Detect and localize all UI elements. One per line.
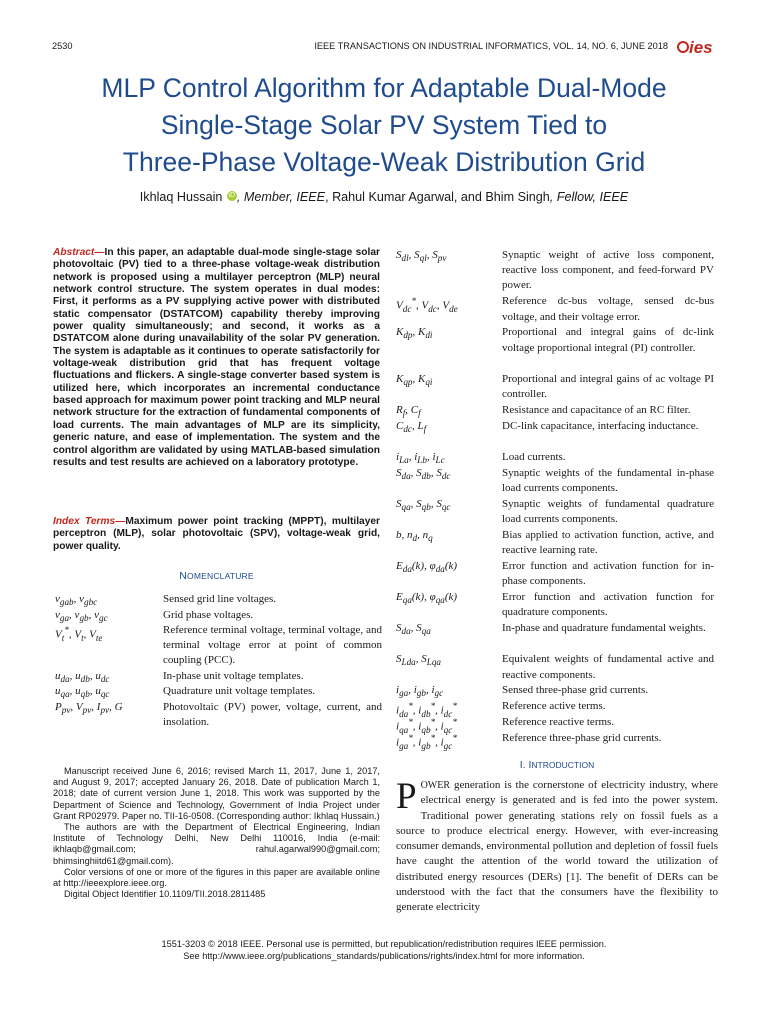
nomenclature-symbol: b, $n_d$, $n_q$ [396, 528, 433, 544]
ies-logo [677, 36, 721, 58]
nomenclature-definition: Reference three-phase grid currents. [502, 732, 662, 745]
nomenclature-definition: Photovoltaic (PV) power, voltage, current, and insolation. [163, 700, 382, 729]
nomenclature-heading-rest: OMENCLATURE [187, 571, 254, 581]
copyright-notice [40, 939, 728, 962]
intro-paragraph: generation is the cornerstone of electricity industry, where electrical energy is generated and is fed into the power system. Traditional power generating stations rely on fossil fuels as a source to produce electrical energy. However, with ever-increasing consumer demands, environmental pollution and depletion of fossil fuels have caught the attention of the world toward the utilization of distributed energy resources (DERs) [1]. The benefit of DERs can be understood with the fact that the consumers have the flexibility to generate electricity [396, 779, 718, 914]
author-1-role: , Member, IEEE [236, 190, 326, 204]
nomenclature-symbol: $V_{dc}^*$, $V_{dc}$, $V_{de}$ [396, 296, 458, 315]
running-header [52, 41, 668, 55]
nomenclature-definition: Quadrature unit voltage templates. [163, 685, 316, 698]
abstract [53, 247, 380, 469]
nomenclature-definition: Error function and activation function for in-phase components. [502, 560, 714, 588]
footnote-affiliation: The authors are with the Department of Electrical Engineering, Indian Institute of Technology Delhi, New Delhi 110016, India (e-mail: ikhlaqb@gmail.com; rahul.agarwal990@gmail.com; bhimsinghiitd61@gmail.com). [53, 822, 380, 866]
nomenclature-definition: Reference terminal voltage, terminal voltage, and terminal voltage error at point of common coupling (PCC). [163, 624, 382, 667]
abstract-text: In this paper, an adaptable dual-mode single-stage solar photovoltaic (PV) tied to a three-phase voltage-weak distribution network is proposed using a multilayer perceptron (MLP) neural network control structure. The system operates in dual modes: First, it performs as a PV supplying active power with distributed static compensator (DSTATCOM) capability thereby improving power quality simultaneously; and second, it works as a DSTATCOM alone during unavailability of the solar PV generation. The system is adaptable as it continues to operate satisfactorily for voltage-weak distribution grid that has frequent voltage fluctuations and flickers. A single-stage converter based system is utilized here, which incorporates an incremental conductance based approach for maximum power point tracking and MLP neural network structure for the extraction of fundamental components of load currents. The main advantages of MLP are its simplicity, generic nature, and ease of implementation. The system and the control algorithm are validated by using MATLAB-based simulation results and test results are achieved on a laboratory prototype. [53, 247, 380, 468]
title-line-1: MLP Control Algorithm for Adaptable Dual-Mode [101, 73, 667, 103]
footnote [53, 766, 380, 900]
nomenclature-symbol: $i_{ga}^*$, $i_{gb}^*$, $i_{gc}^*$ [396, 733, 457, 751]
first-word: OWER [420, 780, 451, 791]
nomenclature-symbol: $E_{da}(k)$, $\varphi_{da}(k)$ [396, 560, 458, 575]
index-terms [53, 516, 380, 553]
title-line-3: Three-Phase Voltage-Weak Distribution Grid [122, 147, 646, 177]
author-line [40, 190, 728, 204]
nomenclature-symbol: $i_{ga}$, $i_{gb}$, $i_{gc}$ [396, 684, 444, 699]
nomenclature-definition: Proportional and integral gains of dc-link voltage proportional integral (PI) controller. [502, 326, 714, 354]
nomenclature-symbol: $u_{da}$, $u_{db}$, $u_{dc}$ [55, 669, 110, 685]
footnote-color-versions: Color versions of one or more of the figures in this paper are available online at http://ieeexplore.ieee.org. [53, 866, 380, 889]
title-line-2: Single-Stage Solar PV System Tied to [160, 110, 608, 140]
nomenclature-definition: Load currents. [502, 450, 566, 463]
nomenclature-symbol: $S_{qa}$, $S_{qb}$, $S_{qc}$ [396, 497, 451, 512]
nomenclature-definition: Synaptic weights of the fundamental in-phase load currents components. [502, 466, 714, 494]
nomenclature-symbol: $V_t^*$, $V_t$, $V_{te}$ [55, 625, 103, 643]
nomenclature-definition: DC-link capacitance, interfacing inductance. [502, 419, 699, 432]
nomenclature-symbol: $S_{da}$, $S_{db}$, $S_{dc}$ [396, 466, 451, 481]
nomenclature-definition: In-phase and quadrature fundamental weights. [502, 622, 706, 635]
introduction-text [396, 778, 718, 916]
nomenclature-symbol: $S_{Lda}$, $S_{Lqa}$ [396, 653, 441, 668]
nomenclature-symbol: $K_{dp}$, $K_{di}$ [396, 326, 433, 341]
copyright-line-2: See http://www.ieee.org/publications_standards/publications/rights/index.html for more information. [183, 950, 585, 961]
nomenclature-symbol: $i_{da}^*$, $i_{db}^*$, $i_{dc}^*$ [396, 701, 457, 720]
nomenclature-definition: Proportional and integral gains of ac voltage PI controller. [502, 372, 714, 400]
index-terms-label: Index Terms— [53, 516, 126, 527]
author-1: Ikhlaq Hussain [139, 190, 223, 204]
footnote-doi: Digital Object Identifier 10.1109/TII.2018.2811485 [64, 889, 266, 900]
nomenclature-symbol: $u_{qa}$, $u_{qb}$, $u_{qc}$ [55, 685, 110, 700]
nomenclature-definition: Bias applied to activation function, active, and reactive learning rate. [502, 528, 714, 557]
journal-running-head: IEEE TRANSACTIONS ON INDUSTRIAL INFORMATICS, VOL. 14, NO. 6, JUNE 2018 [314, 41, 668, 51]
nomenclature-heading: NOMENCLATURE [179, 570, 254, 582]
nomenclature-symbol: $S_{da}$, $S_{qa}$ [396, 622, 431, 637]
copyright-line-1: 1551-3203 © 2018 IEEE. Personal use is permitted, but republication/redistribution requires IEEE permission. [161, 939, 607, 949]
nomenclature-definition: In-phase unit voltage templates. [163, 669, 304, 682]
orcid-icon[interactable]: iD [228, 192, 236, 199]
nomenclature-definition: Resistance and capacitance of an RC filter. [502, 403, 691, 416]
nomenclature-definition: Reference reactive terms. [502, 716, 615, 729]
nomenclature-symbol: $E_{qa}(k)$, $\varphi_{qa}(k)$ [396, 591, 458, 606]
logo-text: ies [689, 38, 713, 57]
nomenclature-symbol: $v_{ga}$, $v_{gb}$, $v_{gc}$ [55, 608, 108, 623]
nomenclature-definition: Synaptic weights of fundamental quadrature load currents components. [502, 497, 714, 525]
nomenclature-definition: Reference active terms. [502, 700, 606, 713]
index-terms-text: Maximum power point tracking (MPPT), multilayer perceptron (MLP), solar photovoltaic (SPV), voltage-weak grid, power quality. [53, 516, 380, 552]
nomenclature-symbol: $K_{qp}$, $K_{qi}$ [396, 372, 433, 387]
nomenclature-definition: Grid phase voltages. [163, 608, 254, 621]
author-3-role: , Fellow, IEEE [549, 190, 629, 204]
nomenclature-definition: Error function and activation function for quadrature components. [502, 591, 714, 619]
paper-title [40, 70, 728, 181]
page-number: 2530 [52, 41, 73, 51]
abstract-label: Abstract— [53, 247, 105, 258]
nomenclature-definition: Sensed three-phase grid currents. [502, 684, 649, 697]
drop-cap: P [396, 776, 417, 817]
nomenclature-symbol: $i_{qa}^*$, $i_{qb}^*$, $i_{qc}^*$ [396, 717, 457, 736]
nomenclature-symbol: $P_{pv}$, $V_{pv}$, $I_{pv}$, G [55, 700, 123, 716]
nomenclature-symbol: $S_{dl}$, $S_{ql}$, $S_{pv}$ [396, 249, 447, 264]
nomenclature-symbol: $v_{gab}$, $v_{gbc}$ [55, 593, 98, 608]
nomenclature-definition: Synaptic weight of active loss component, reactive loss component, and feed-forward PV power. [502, 249, 714, 292]
nomenclature-symbol: $i_{La}$, $i_{Lb}$, $i_{Lc}$ [396, 450, 445, 465]
nomenclature-symbol: $C_{dc}$, $L_f$ [396, 419, 427, 434]
nomenclature-definition: Sensed grid line voltages. [163, 593, 277, 605]
section-heading-introduction: I. INTRODUCTION [519, 759, 595, 771]
nomenclature-definition: Reference dc-bus voltage, sensed dc-bus voltage, and their voltage error. [502, 295, 714, 323]
other-authors: , Rahul Kumar Agarwal, and Bhim Singh [325, 190, 550, 204]
footnote-manuscript: Manuscript received June 6, 2016; revised March 11, 2017, June 1, 2017, and August 9, 2017; accepted January 26, 2018. Date of publication March 1, 2018; date of current version June 1, 2018. This work was supported by the Department of Science and Technology, Government of India Project under Grant RP02979. Paper no. TII-16-0508. (Corresponding author: Ikhlaq Hussain.) [53, 766, 380, 821]
nomenclature-definition: Equivalent weights of fundamental active and reactive components. [502, 653, 714, 681]
nomenclature-symbol: $R_f$, $C_f$ [396, 403, 421, 418]
